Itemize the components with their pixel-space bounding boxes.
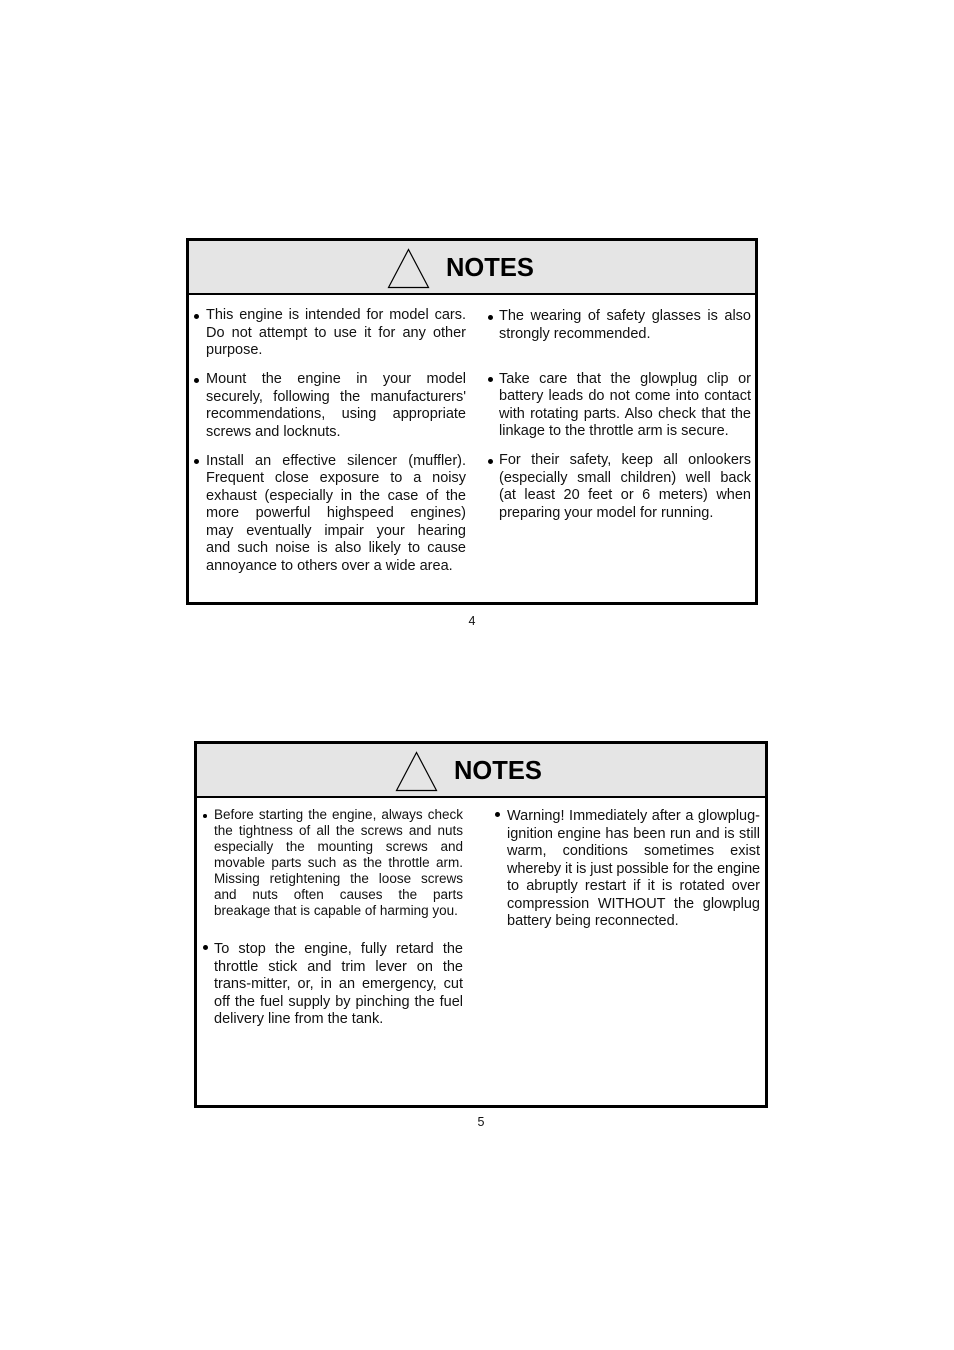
note-line: screws and locknuts. [206, 423, 341, 440]
note-line: the tightness of all the screws and nuts [214, 823, 463, 838]
note-line: throttle stick and trim lever on the [214, 958, 463, 975]
note-line: with rotating parts. Also check that the [499, 405, 751, 422]
note-line: Missing retightening the loose screws [214, 871, 463, 886]
note-item [499, 452, 751, 522]
note-line: Mount the engine in your model [206, 371, 466, 387]
note-line: to abruptly restart if it is rotated over [507, 878, 760, 894]
note-line: breakage that is capable of harming you. [214, 903, 458, 918]
note-item [507, 808, 760, 931]
note-line: The wearing of safety glasses is also [499, 308, 751, 324]
note-line: For their safety, keep all onlookers [499, 452, 751, 468]
note-item [206, 307, 466, 360]
note-item [499, 308, 751, 343]
notes-column-left [206, 307, 466, 587]
note-line: annoyance to others over a wide area. [206, 557, 453, 574]
bullet-icon [488, 377, 493, 382]
note-line: and nuts often causes the parts [214, 887, 463, 902]
note-line: warm, conditions sometimes exist [507, 843, 760, 859]
note-line: delivery line from the tank. [214, 1011, 384, 1027]
note-line: (at least 20 feet or 6 meters) when [499, 487, 751, 503]
warning-triangle-icon [395, 751, 438, 792]
notes-column-right [507, 808, 760, 942]
note-line: Do not attempt to use it for any other [206, 324, 466, 341]
note-line: more powerful highspeed engines) [206, 505, 466, 521]
note-line: movable parts such as the throttle arm. [214, 855, 463, 870]
note-line: off the fuel supply by pinching the fuel [214, 993, 463, 1010]
note-line: securely, following the manufacturers' [206, 388, 466, 405]
note-item [214, 807, 463, 919]
notes-title: NOTES [446, 254, 534, 282]
note-line: especially the mounting screws and [214, 839, 463, 854]
bullet-icon [203, 945, 208, 950]
bullet-icon [194, 459, 199, 464]
note-line: battery being reconnected. [507, 913, 679, 929]
bullet-icon [488, 315, 493, 320]
note-line: compression WITHOUT the glowplug [507, 895, 760, 912]
notes-box-page-4 [186, 238, 758, 605]
notes-box-page-5 [194, 741, 768, 1108]
note-line: Warning! Immediately after a glowplug- [507, 808, 760, 824]
note-line: Take care that the glowplug clip or [499, 370, 751, 387]
note-line: (especially small children) well back [499, 469, 751, 486]
note-line: battery leads do not come into contact [499, 388, 751, 404]
bullet-icon [194, 314, 199, 319]
page-number: 4 [468, 614, 476, 628]
note-line: recommendations, using appropriate [206, 406, 466, 422]
notes-column-right [499, 308, 751, 534]
note-line: Frequent close exposure to a noisy [206, 470, 466, 486]
notes-header [197, 744, 765, 798]
note-line: purpose. [206, 342, 263, 358]
note-line: ignition engine has been run and is still [507, 825, 760, 842]
note-line: and such noise is also likely to cause [206, 540, 466, 556]
note-line: linkage to the throttle arm is secure. [499, 423, 729, 439]
note-line: Install an effective silencer (muffler). [206, 452, 466, 469]
note-line: strongly recommended. [499, 325, 651, 342]
note-item [206, 371, 466, 441]
bullet-icon [495, 812, 500, 817]
warning-triangle-icon [387, 248, 430, 289]
note-item [499, 371, 751, 441]
notes-column-left [214, 807, 463, 1040]
note-line: To stop the engine, fully retard the [214, 941, 463, 957]
note-line: Before starting the engine, always check [214, 807, 463, 822]
bullet-icon [488, 459, 493, 464]
note-line: trans-mitter, or, in an emergency, cut [214, 976, 463, 992]
note-item [206, 453, 466, 576]
bullet-icon [203, 814, 207, 818]
note-line: This engine is intended for model cars. [206, 307, 466, 323]
note-line: exhaust (especially in the case of the [206, 487, 466, 504]
note-item [214, 941, 463, 1029]
note-line: whereby it is just possible for the engine [507, 860, 760, 877]
note-line: may eventually impair your hearing [206, 522, 466, 539]
bullet-icon [194, 378, 199, 383]
page-number: 5 [477, 1115, 485, 1129]
note-line: preparing your model for running. [499, 504, 714, 521]
notes-title: NOTES [454, 757, 542, 785]
notes-header [189, 241, 755, 295]
